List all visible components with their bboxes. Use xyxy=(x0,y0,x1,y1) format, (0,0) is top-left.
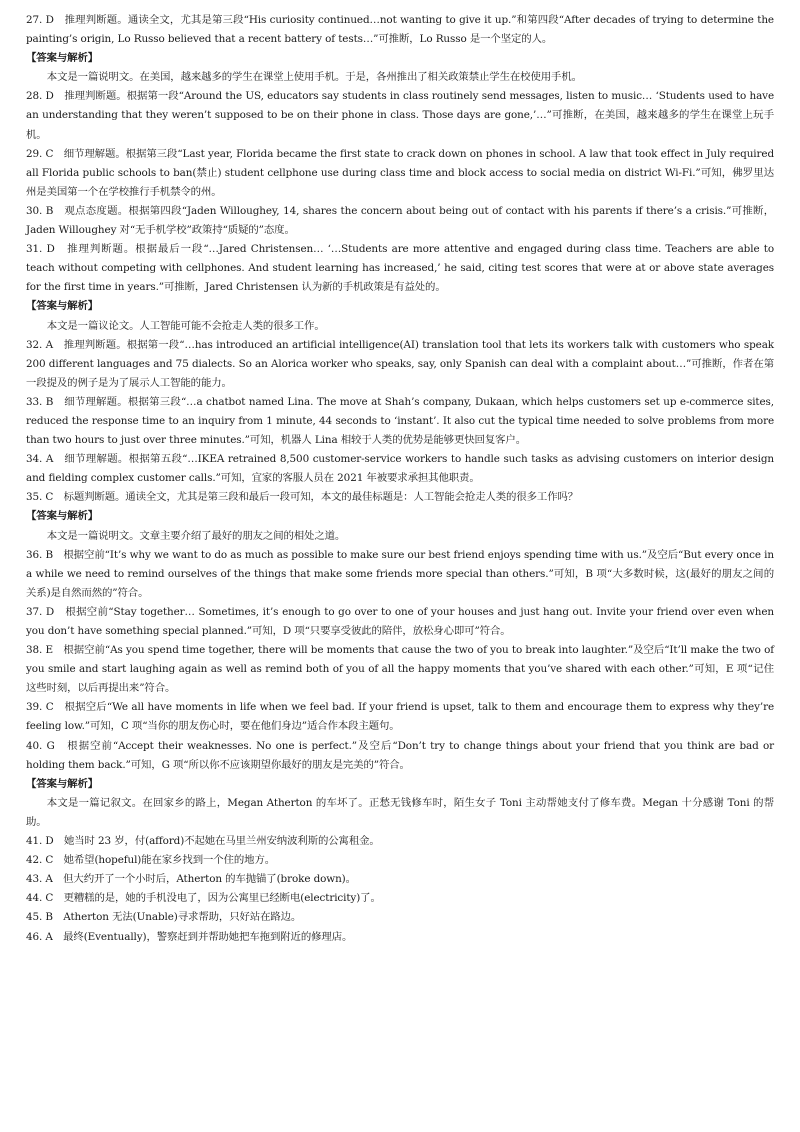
answer-item-38: 38. E 根据空前“As you spend time together, there will be moments that cause the two of you to break into laughter.”及空后“It’ll make the two of you smile and start laughing again as well as remind both of you of all the happy moments that you’ve shared with each other.”可知，E 项“记住这些时刻，以后再提出来”符合。 xyxy=(26,644,774,695)
answer-item-44: 44. C 更糟糕的是，她的手机没电了，因为公寓里已经断电(electricity)了。 xyxy=(26,892,381,905)
section-heading: 【答案与解析】 xyxy=(26,777,99,790)
answer-item-34: 34. A 细节理解题。根据第五段“…IKEA retrained 8,500 customer-service workers to handle such tasks as advising customers on interior design and fielding complex customer calls.”可知，宜家的客服人员在 2021 年被要求承担其他职责。 xyxy=(26,453,774,485)
passage-summary: 本文是一篇记叙文。在回家乡的路上，Megan Atherton 的车坏了。正愁无钱修车时，陌生女子 Toni 主动帮她支付了修车费。Megan 十分感谢 Toni 的帮助。 xyxy=(26,796,774,828)
answer-item-41: 41. D 她当时 23 岁，付(afford)不起她在马里兰州安纳波利斯的公寓租金。 xyxy=(26,835,380,848)
answer-item-33: 33. B 细节理解题。根据第三段“…a chatbot named Lina. The move at Shah’s company, Dukaan, which helps customers set up e-commerce sites, reduced the response time to an inquiry from 1 minute, 44 seconds to ‘instant’. It also cut the typical time needed to solve problems from more than two hours to just over three minutes.”可知，机器人 Lina 相较于人类的优势是能够更快回复客户。 xyxy=(26,395,774,447)
passage-summary: 本文是一篇说明文。在美国，越来越多的学生在课堂上使用手机。于是，各州推出了相关政策禁止学生在校使用手机。 xyxy=(46,71,582,84)
answer-item-37: 37. D 根据空前“Stay together… Sometimes, it’s enough to go over to one of your houses and just hang out. Invite your friend over even when you don’t have something special planned.”可知，D 项“只要享受彼此的陪伴，放松身心即可”符合。 xyxy=(26,605,774,637)
section-heading: 【答案与解析】 xyxy=(26,52,99,65)
answer-item-46: 46. A 最终(Eventually)，警察赶到并帮助她把车拖到附近的修理店。 xyxy=(26,930,353,943)
answer-item-31: 31. D 推理判断题。根据最后一段“…Jared Christensen… ‘…Students are more attentive and engaged during class time. Teachers are able to teach without competing with cellphones. And student learning has increased,’ he said, citing test scores that were at or above state averages for the first time in years.”可推断，Jared Christensen 认为新的手机政策是有益处的。 xyxy=(26,243,774,294)
answer-item-35: 35. C 标题判断题。通读全文，尤其是第三段和最后一段可知，本文的最佳标题是：人工智能会抢走人类的很多工作吗？ xyxy=(26,491,579,504)
answer-item-42: 42. C 她希望(hopeful)能在家乡找到一个住的地方。 xyxy=(26,854,276,867)
answer-item-36: 36. B 根据空前“It’s why we want to do as much as possible to make sure our best friend enjoys spending time with us.”及空后“But every once in a while we need to remind ourselves of the things that make some friends more special than others.”可知，B 项“大多数时候，这(最好的朋友之间的关系)是自然而然的”符合。 xyxy=(26,548,774,599)
answer-item-43: 43. A 但大约开了一个小时后，Atherton 的车抛锚了(broke down)。 xyxy=(26,873,356,886)
section-heading: 【答案与解析】 xyxy=(26,300,99,313)
answer-item-29: 29. C 细节理解题。根据第三段“Last year, Florida became the first state to crack down on phones in school. A law that took effect in July required all Florida public schools to ban(禁止) student cellphone use during class time and block access to social media on district Wi-Fi.”可知，佛罗里达州是美国第一个在学校推行手机禁令的州。 xyxy=(26,147,774,198)
passage-summary: 本文是一篇议论文。人工智能可能不会抢走人类的很多工作。 xyxy=(46,319,325,332)
answer-item-45: 45. B Atherton 无法(Unable)寻求帮助，只好站在路边。 xyxy=(26,911,302,924)
answer-item-27: 27. D 推理判断题。通读全文，尤其是第三段“His curiosity continued…not wanting to give it up.”和第四段“After decades of trying to determine the painting’s origin, Lo Russo believed that a recent battery of tests…”可推断，Lo Russo 是一个坚定的人。 xyxy=(26,14,774,46)
answer-item-32: 32. A 推理判断题。根据第一段“…has introduced an artificial intelligence(AI) translation tool that lets its workers talk with customers who speak 200 different languages and 75 dialects. So an Alorica worker who speaks, say, only Spanish can deal with a complaint about…”可推断，作者在第一段提及的例子是为了展示人工智能的能力。 xyxy=(26,338,774,389)
answer-item-40: 40. G 根据空前“Accept their weaknesses. No one is perfect.”及空后“Don’t try to change things about your friend that you think are bad or holding them back.”可知，G 项“所以你不应该期望你最好的朋友是完美的”符合。 xyxy=(26,739,774,771)
section-heading: 【答案与解析】 xyxy=(26,510,99,523)
answer-item-30: 30. B 观点态度题。根据第四段“Jaden Willoughey, 14, shares the concern about being out of contact with his parents if there’s a crisis.”可推断，Jaden Willoughey 对“无手机学校”政策持“质疑的”态度。 xyxy=(26,204,774,237)
answer-item-28: 28. D 推理判断题。根据第一段“Around the US, educators say students in class routinely send messages, listen to music… ‘Students used to have an understanding that they weren’t supposed to be on their phone in class. Those days are gone,’…”可推断，在美国，越来越多的学生在课堂上玩手机。 xyxy=(26,90,774,141)
answer-item-39: 39. C 根据空后“We all have moments in life when we feel bad. If your friend is upset, talk to them and encourage them to express why they’re feeling low.”可知，C 项“当你的朋友伤心时，要在他们身边”适合作本段主题句。 xyxy=(26,701,774,733)
passage-summary: 本文是一篇说明文。文章主要介绍了最好的朋友之间的相处之道。 xyxy=(46,529,346,542)
